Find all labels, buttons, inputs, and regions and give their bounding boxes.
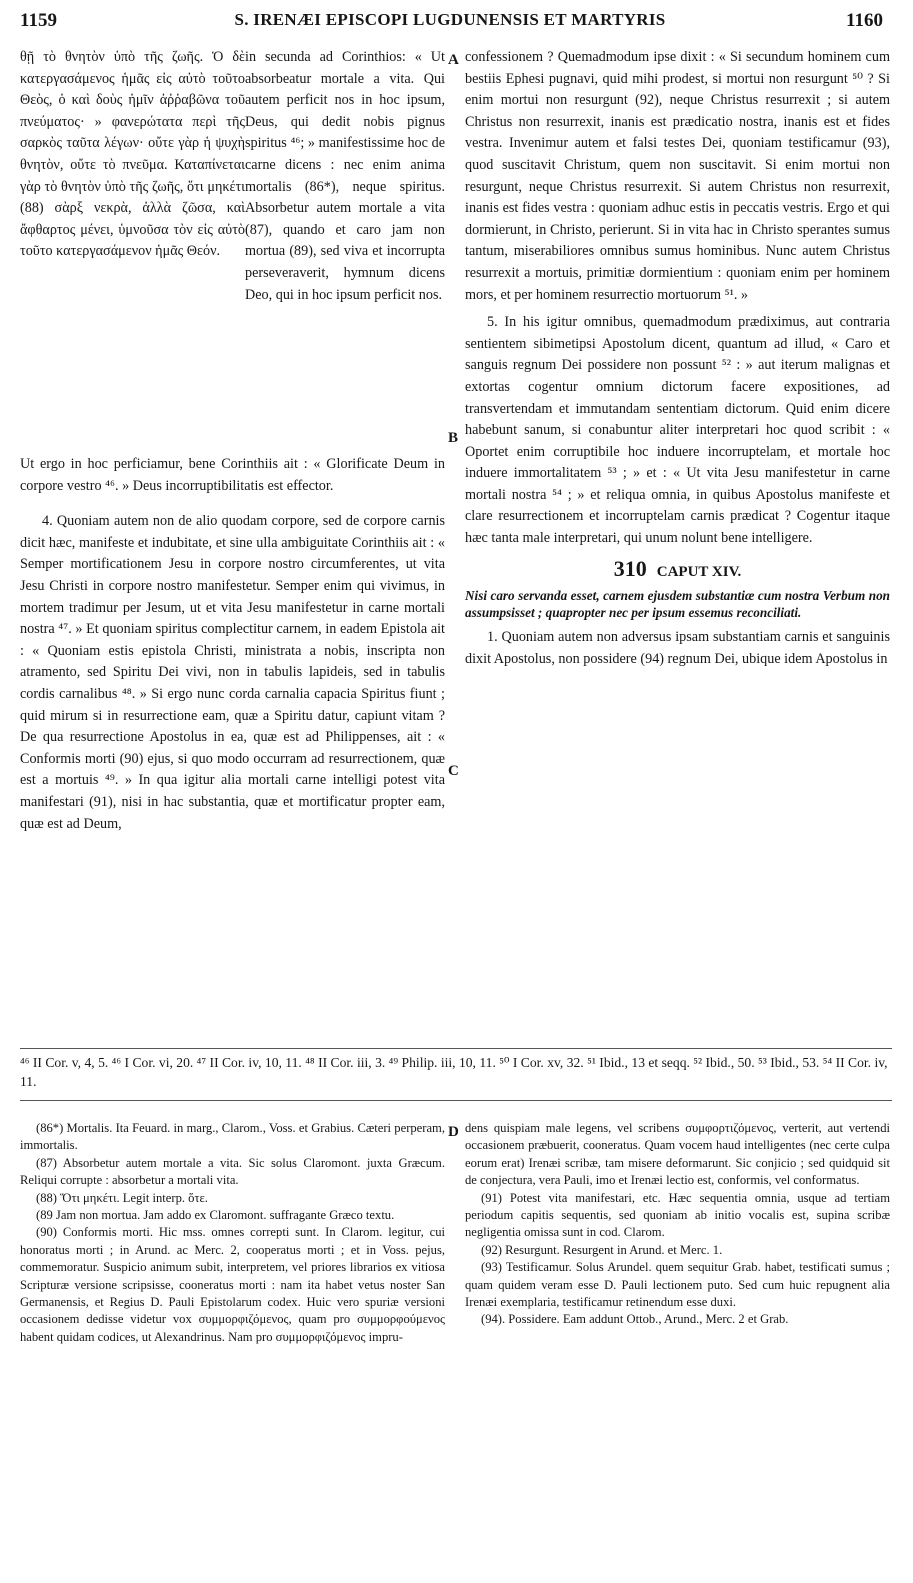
chapter-heading (465, 555, 890, 584)
note: (91) Potest vita manifestari, etc. Hæc sequentia omnia, usque ad tertiam periodum capitis sequentis, sed quoniam ab initio vocalis est, supina scribæ negligentia omissa sunt in cod. Clarom. (465, 1190, 890, 1240)
greek-column (20, 47, 245, 263)
margin-letter-d: D (448, 1124, 459, 1140)
running-title: S. IRENÆI EPISCOPI LUGDUNENSIS ET MARTYRIS (234, 10, 666, 29)
margin-letter-b: B (448, 430, 459, 446)
notes-rule (20, 1100, 892, 1101)
note: (87) Absorbetur autem mortale a vita. Sic solus Claromont. juxta Græcum. Reliqui corrupte : absorbetur a mortali vita. (20, 1155, 445, 1188)
note: (89 Jam non mortua. Jam addo ex Claromont. suffragante Græco textu. (36, 1208, 395, 1223)
margin-letter-a: A (448, 52, 459, 68)
chapter-number: 310 (613, 555, 647, 581)
right-body (465, 47, 890, 670)
note: (93) Testificamur. Solus Arundel. quem sequitur Grab. habet, testificati sumus ; quam quidem veram esse D. Pauli lectionem puto. Sed cum huic repugnent alia Irenæi exemplaria, testificamur retinendum esse duxi. (465, 1260, 890, 1310)
scripture-footnotes: ⁴⁶ II Cor. v, 4, 5. ⁴⁶ I Cor. vi, 20. ⁴⁷ II Cor. iv, 10, 11. ⁴⁸ II Cor. iii, 3. ⁴⁹ Philip. iii, 10, 11. ⁵⁰ I Cor. xv, 32. ⁵¹ Ibid., 13 et seqq. ⁵² Ibid., 50. ⁵³ Ibid., 53. ⁵⁴ II Cor. iv, 11. (20, 1055, 888, 1089)
note: dens quispiam male legens, vel scribens συμφορτιζόμενος, verterit, aut vertendi occasionem præbuerit, cooneratus. Quam vocem haud intelligentes (nec certe culpa eorum erat) Irenæi scribæ, tam misere deformarunt. Sic conjicio ; sed quidquid sit de conjectura, vera Pauli, imo et Irenæi lectio est, conformis, vel conformatus. (465, 1121, 890, 1188)
footnote-rule (20, 1048, 892, 1049)
paragraph-conclusion: Ut ergo in hoc perficiamur, bene Corinthiis ait : « Glorificate Deum in corpore vestro ⁴⁶. » Deus incorruptibilitatis est effector. (20, 456, 445, 494)
left-body (20, 454, 445, 835)
note: (92) Resurgunt. Resurgent in Arund. et Merc. 1. (481, 1242, 723, 1257)
paragraph-5: 5. In his igitur omnibus, quemadmodum prædiximus, aut contraria sentientem sibimetipsi Apostolum dicent, quantum ad illud, « Caro et sanguis regnum Dei possidere non possunt ⁵² : » aut iterum malignas et extortas cogentur omnium dictorum facere expositiones, ad transvertendam et immutandam sententiam dictorum. Quid enim dicere habebunt sanum, si conabuntur aliter interpretari hoc quod scribit : « Oportet enim corruptibile hoc induere incorruptelam, et mortale hoc induere immortalitatem ⁵³ ; » et : « Ut vita Jesu manifestetur in carne mortali nostra ⁵⁴ ; » et reliqua omnia, in quibus Apostolus manifeste et clare resurrectionem et incorruptelam carnis prædicat ? Cogentur itaque hæc tanta male interpretari, qui unum nolunt bene intelligere. (465, 314, 890, 547)
paragraph-continued: confessionem ? Quemadmodum ipse dixit : « Si secundum hominem cum bestiis Ephesi pugnavi, quid mihi prodest, si mortui non resurgunt ⁵⁰ ? Si enim mortui non resurgunt (92), neque Christus resurrexit ; si autem Christus non resurrexit, inanis est prædicatio nostra, inanis est et fides vestra. Invenimur autem et falsi testes Dei, quoniam testificamur (93), quod suscitavit Christum, quem non suscitavit. Si enim mortui non resurgunt, neque Christus resurrexit. Si autem Christus non resurrexit, inanis est fides vestra : quoniam adhuc estis in peccatis vestris. Ergo et qui dormierunt, in Christo, perierunt. Si in vita hac in Christo sperantes sumus tantum, miserabiliores omnibus sumus hominibus. Nunc autem Christus resurrexit a mortuis, primitiæ dormientium : quoniam enim per hominem mors, et per hominem resurrectio mortuorum ⁵¹. » (465, 49, 890, 303)
notes-right (465, 1120, 890, 1329)
paragraph-4: 4. Quoniam autem non de alio quodam corpore, sed de corpore carnis dicit hæc, manifeste et indubitate, et sine ulla ambiguitate Corinthiis ait : « Semper mortificationem Jesu in corpore nostro circumferentes, ut vita Jesu Christi in corpore nostro manifestetur. Semper enim qui vivimus, in mortem tradimur per Jesum, ut et vita Jesu manifestetur in carne mortali nostra ⁴⁷. » Et quoniam spiritus complectitur carnem, in eadem Epistola ait : « Quoniam estis epistola Christi, ministrata a nobis, inscripta non atramento, sed Spiritu Dei vivi, non in tabulis lapideis, sed in tabulis cordis carnalibus ⁴⁸. » Si ergo nunc corda carnalia capacia Spiritus fiunt ; quid mirum si in resurrectione eam, quæ a Spiritu datur, capiunt vitam ? De qua resurrectione Apostolus in ea, quæ est ad Philippenses, ait : « Conformis morti (90) ejus, si quo modo occurram ad resurrectionem, quæ est a mortuis ⁴⁹. » In qua igitur alia mortali carne intelligi potest vita manifestari (91), nisi in hac substantia, quæ et mortificatur propter eam, quæ est ad Deum, (20, 513, 445, 832)
notes-left (20, 1120, 445, 1346)
page-number-right: 1160 (846, 10, 883, 31)
note: (94). Possidere. Eam addunt Ottob., Arund., Merc. 2 et Grab. (481, 1312, 789, 1327)
latin-text: in secunda ad Corinthios: « Ut absorbeatur mortale a vita. Qui autem perficit nos in hoc ipsum, Deus, qui dedit nobis pignus spiritus ⁴⁶; » manifestissime hoc de carne dicens : nec enim anima mortalis (86*), neque spiritus. Absorbetur autem mortale a vita (87), quando et caro jam non mortua (89), sed viva et incorrupta perseveraverit, hymnum dicens Deo, qui in hoc ipsum perficit nos. (245, 49, 445, 303)
margin-letter-c: C (448, 763, 459, 779)
latin-column (245, 47, 445, 306)
chapter-text: 1. Quoniam autem non adversus ipsam substantiam carnis et sanguinis dixit Apostolus, non possidere (94) regnum Dei, ubique idem Apostolus in (465, 629, 890, 667)
note: (86*) Mortalis. Ita Feuard. in marg., Clarom., Voss. et Grabius. Cæteri perperam, immortalis. (20, 1121, 445, 1153)
note: (88) Ὅτι μηκέτι. Legit interp. ὅτε. (36, 1190, 208, 1205)
chapter-summary: Nisi caro servanda esset, carnem ejusdem substantiæ cum nostra Verbum non assumpsisset ; quapropter nec per ipsum essemus reconciliati. (465, 588, 890, 621)
chapter-title: CAPUT XIV. (656, 563, 742, 580)
page-number-left: 1159 (20, 10, 57, 31)
note: (90) Conformis morti. Hic mss. omnes correpti sunt. In Clarom. legitur, cui honoratus morti ; in Arund. ac Merc. 2, cooperatus morti ; et in Voss. pejus, commemoratur. Suspicio animum subit, interpretem, vel priores librarios ex vitiosa Scripturæ versione scripsisse, cooneratus morti : nam ita habet vetus noster San Germanensis, et Regius D. Pauli Epistolarum codex. Huic vero spuriæ versioni occasionem dedisse videtur vox συμμορφιζόμενος, quam pro συμμορφούμενος habent quidam codices, ut Alexandrinus. Nam pro συμμορφιζόμενος impru- (20, 1225, 445, 1344)
greek-text: θῇ τὸ θνητὸν ὑπὸ τῆς ζωῆς. Ὁ δὲ κατεργασάμενος ἡμᾶς εἰς αὐτὸ τοῦτο Θεὸς, ὁ καὶ δοὺς ἡμῖν ἀῤῥαβῶνα τοῦ πνεύματος· » φανερώτατα περὶ τῆς σαρκὸς ταῦτα λέγων· οὔτε γὰρ ἡ ψυχὴ θνητὸν, οὔτε τὸ πνεῦμα. Καταπίνεται γὰρ τὸ θνητὸν ὑπὸ τῆς ζωῆς, ὅτι μηκέτι (88) σὰρξ νεκρὰ, ἀλλὰ ζῶσα, καὶ ἄφθαρτος μένει, ὑμνοῦσα τὸν εἰς αὐτὸ τοῦτο κατεργασάμενον ἡμᾶς Θεόν. (20, 49, 245, 260)
